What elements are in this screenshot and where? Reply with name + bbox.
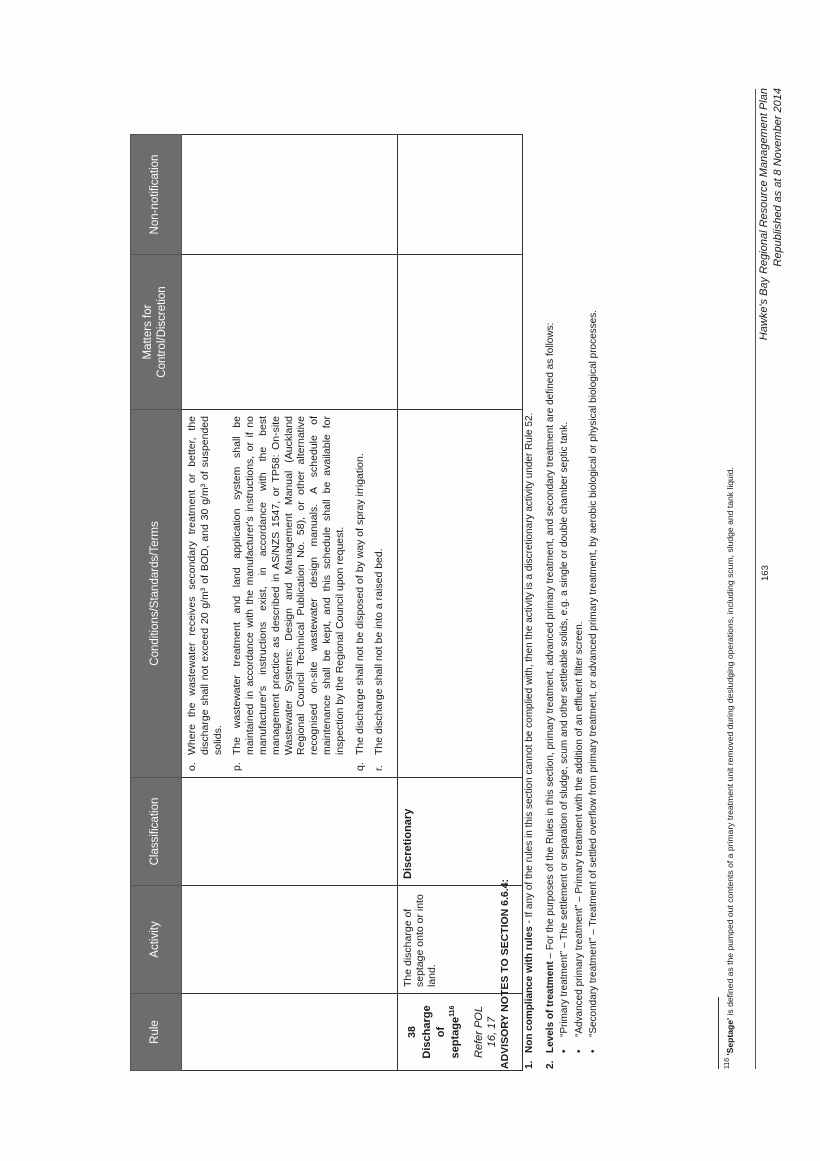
list-item: • “Secondary treatment” – Treatment of settled overflow from primary treatment, or advanced primary treatment, by aerobic biological or physical biological processes. (587, 310, 602, 1053)
rules-table (130, 134, 523, 1071)
advisory-heading: ADVISORY NOTES TO SECTION 6.6.4: (499, 878, 511, 1069)
condition-o: o. Where the wastewater receives secondary treatment or better, the discharge shall not exceed 20 g/m³ of BOD, and 30 g/m³ of suspended solids. (186, 416, 224, 771)
list-item: • “Advanced primary treatment” – Primary treatment with the addition of an effluent filter screen. (573, 310, 588, 1053)
republished-date: Republished as at 8 November 2014 (771, 88, 784, 267)
bullet-icon: • (559, 1049, 571, 1053)
condition-p: p. The wastewater treatment and land application system shall be maintained in accordance with the manufacturer's instructions, or if no manufacturer's instructions exist, in accordance with the best management practice as described in AS/NZS 1547, or TP58: On-site Wastewater Systems: Design and Management Manual (Auckland Regional Council Technical Publication No. 58), or other alternative recognised on-site wastewater design manuals. A schedule of maintenance shall be kept, and this schedule shall be available for inspection by the Regional Council upon request. (231, 416, 346, 771)
table-row (182, 135, 398, 1071)
conditions-list (186, 416, 386, 771)
matters-cell-empty (182, 255, 398, 410)
activity-cell-empty (182, 886, 398, 994)
advisory-notes (498, 69, 608, 1069)
footnote: $^{116}$ 'Septage' is defined as the pumped out contents of a primary treatment unit removed during desludging operations, including scum, sludge and tank liquid. (724, 467, 735, 1069)
treatment-definitions (558, 310, 602, 1053)
activity-cell: The discharge of septage onto or into land. (398, 886, 523, 994)
footnote-divider (718, 997, 719, 1069)
bullet-icon: • (588, 1049, 600, 1053)
header-activity: Activity (131, 886, 182, 994)
classification-cell-empty (182, 778, 398, 886)
advisory-note-2: 2. Levels of treatment – For the purposes of the Rules in this section, primary treatment, advanced primary treatment, and secondary treatment are defined as follows: • “Primary treatment” – The settlement or separation of sludge, scum and other settleable solids, e.g. a single or double chamber septic tank. • “Advanced primary treatment” – Primary treatment with the addition of an effluent filter screen. • “Secondary treatment” – Treatment of settled overflow from primary treatment, or advanced primary treatment, by aerobic biological or physical biological processes. (544, 69, 602, 1069)
rule-cell-empty (182, 994, 398, 1071)
page-number: 163 (760, 565, 771, 581)
classification-cell: Discretionary (398, 778, 523, 886)
plan-name: Hawke's Bay Regional Resource Management Plan (758, 88, 770, 341)
header-conditions: Conditions/Standards/Terms (131, 410, 182, 778)
footer-divider (755, 89, 756, 1069)
header-classification: Classification (131, 778, 182, 886)
header-non-notification: Non-notification (131, 135, 182, 255)
header-rule: Rule (131, 994, 182, 1071)
bullet-icon: • (573, 1049, 585, 1053)
footer-plan-info (758, 88, 786, 340)
advisory-note-1: 1. Non compliance with rules - If any of the rules in this section cannot be complied with, then the activity is a discretionary activity under Rule 52. (524, 412, 536, 1069)
list-item: • “Primary treatment” – The settlement or separation of sludge, scum and other settleable solids, e.g. a single or double chamber septic tank. (558, 310, 573, 1053)
footnote-ref: 116 (448, 1005, 456, 1017)
rule-number: 38 (406, 1026, 419, 1038)
condition-r: r. The discharge shall not be into a raised bed. (373, 548, 386, 771)
rule-title: Discharge of septage$^{116}$ (421, 1005, 462, 1059)
header-matters: Matters for Control/Discretion (131, 255, 182, 410)
non-notification-cell-empty (182, 135, 398, 255)
conditions-cell (182, 410, 398, 778)
condition-q: q. The discharge shall not be disposed of by way of spray irrigation. (353, 453, 366, 771)
policy-reference: Refer POL 16, 17 (473, 1006, 499, 1058)
table-header-row (131, 135, 182, 1071)
